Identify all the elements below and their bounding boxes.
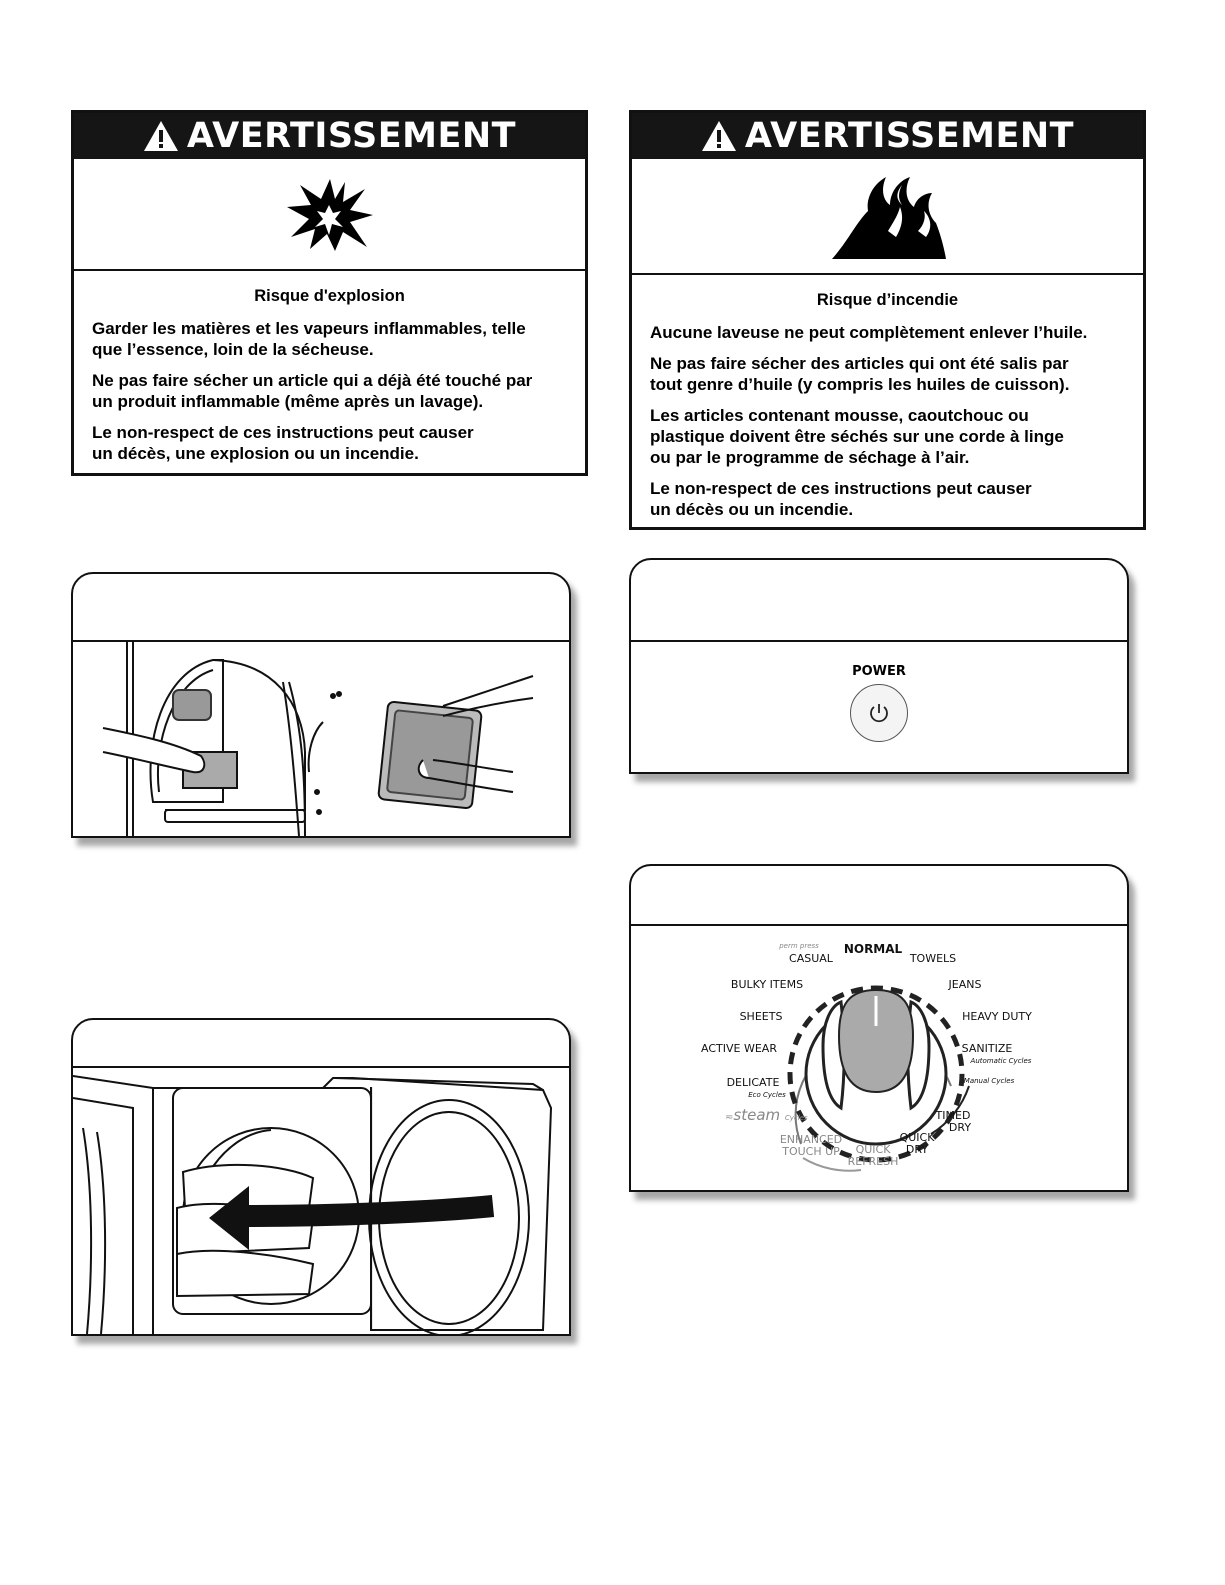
dial-label-jeans: JEANS [948,978,982,991]
warning-body [74,271,585,484]
panel-illustration [73,1068,569,1334]
explosion-icon [285,177,375,252]
power-icon [868,702,890,724]
dial-label-eco-cycles: Eco Cycles [748,1091,786,1099]
dial-label-quick-refresh: QUICK REFRESH [847,1143,899,1168]
power-label: POWER [852,664,906,679]
dial-label-sanitize: SANITIZE [961,1042,1013,1055]
dial-label-towels: TOWELS [909,952,957,965]
power-panel-body [631,642,1127,772]
power-panel [629,558,1129,774]
panel-header [631,560,1127,642]
warning-paragraph: Le non-respect de ces instructions peut causer un décès ou un incendie. [650,479,1032,519]
warning-header-text: AVERTISSEMENT [744,116,1075,156]
dial-label-bulky-items: BULKY ITEMS [730,978,804,991]
warning-icon-row [74,159,585,271]
steam-logo: ≂steam Cycles [725,1106,808,1124]
panel-header [73,574,569,642]
dryer-loading-panel [71,1018,571,1336]
cycle-dial-panel [629,864,1129,1192]
dial-label-manual-cycles: Manual Cycles [963,1077,1015,1085]
dial-label-normal: NORMAL [843,942,903,956]
steam-icon: ≂ [725,1112,734,1123]
warning-body [632,275,1143,540]
warning-header [632,113,1143,159]
dial-label-timed-dry: TIMED DRY [935,1109,972,1134]
panel-header [73,1020,569,1068]
warning-triangle-icon [701,120,737,152]
warning-paragraph: Aucune laveuse ne peut complètement enlever l’huile. [650,323,1088,342]
warning-icon-row [632,159,1143,275]
panel-header [631,866,1127,926]
warning-paragraph: Ne pas faire sécher un article qui a déjà été touché par un produit inflammable (même après un lavage). [92,371,533,411]
warning-header [74,113,585,159]
dial-label-quick-dry: QUICK DRY [899,1131,935,1156]
panel-illustration [73,642,569,836]
dial-label-automatic-cycles: Automatic Cycles [970,1057,1032,1065]
dial-label-enhanced-touch-up: ENHANCED TOUCH UP [779,1133,843,1158]
dial-label-active-wear: ACTIVE WEAR [701,1042,777,1055]
warning-paragraph: Garder les matières et les vapeurs inflammables, telle que l’essence, loin de la sécheuse. [92,319,526,359]
dial-label-sheets: SHEETS [739,1010,783,1023]
explosion-warning-box [71,110,588,476]
warning-triangle-icon [143,120,179,152]
warning-paragraph: Ne pas faire sécher des articles qui ont été salis par tout genre d’huile (y compris les huiles de cuisson). [650,354,1070,394]
flame-icon [828,171,948,261]
lint-filter-panel [71,572,571,838]
warning-paragraph: Les articles contenant mousse, caoutchouc ou plastique doivent être séchés sur une corde à linge ou par le programme de séchage à l’air. [650,406,1064,467]
lint-filter-illustration [73,642,569,836]
warning-subtitle: Risque d'explosion [254,287,405,305]
dial-label-perm-press: perm press [779,942,819,950]
dial-label-casual: CASUAL [789,952,833,965]
dial-body [631,926,1127,1190]
fire-warning-box [629,110,1146,530]
warning-header-text: AVERTISSEMENT [186,116,517,156]
warning-paragraph: Le non-respect de ces instructions peut causer un décès, une explosion ou un incendie. [92,423,474,463]
dial-label-heavy-duty: HEAVY DUTY [962,1010,1032,1023]
dial-label-delicate: DELICATE [726,1076,780,1089]
dryer-loading-illustration [73,1068,569,1334]
power-button[interactable] [850,684,908,742]
warning-subtitle: Risque d’incendie [816,291,959,309]
